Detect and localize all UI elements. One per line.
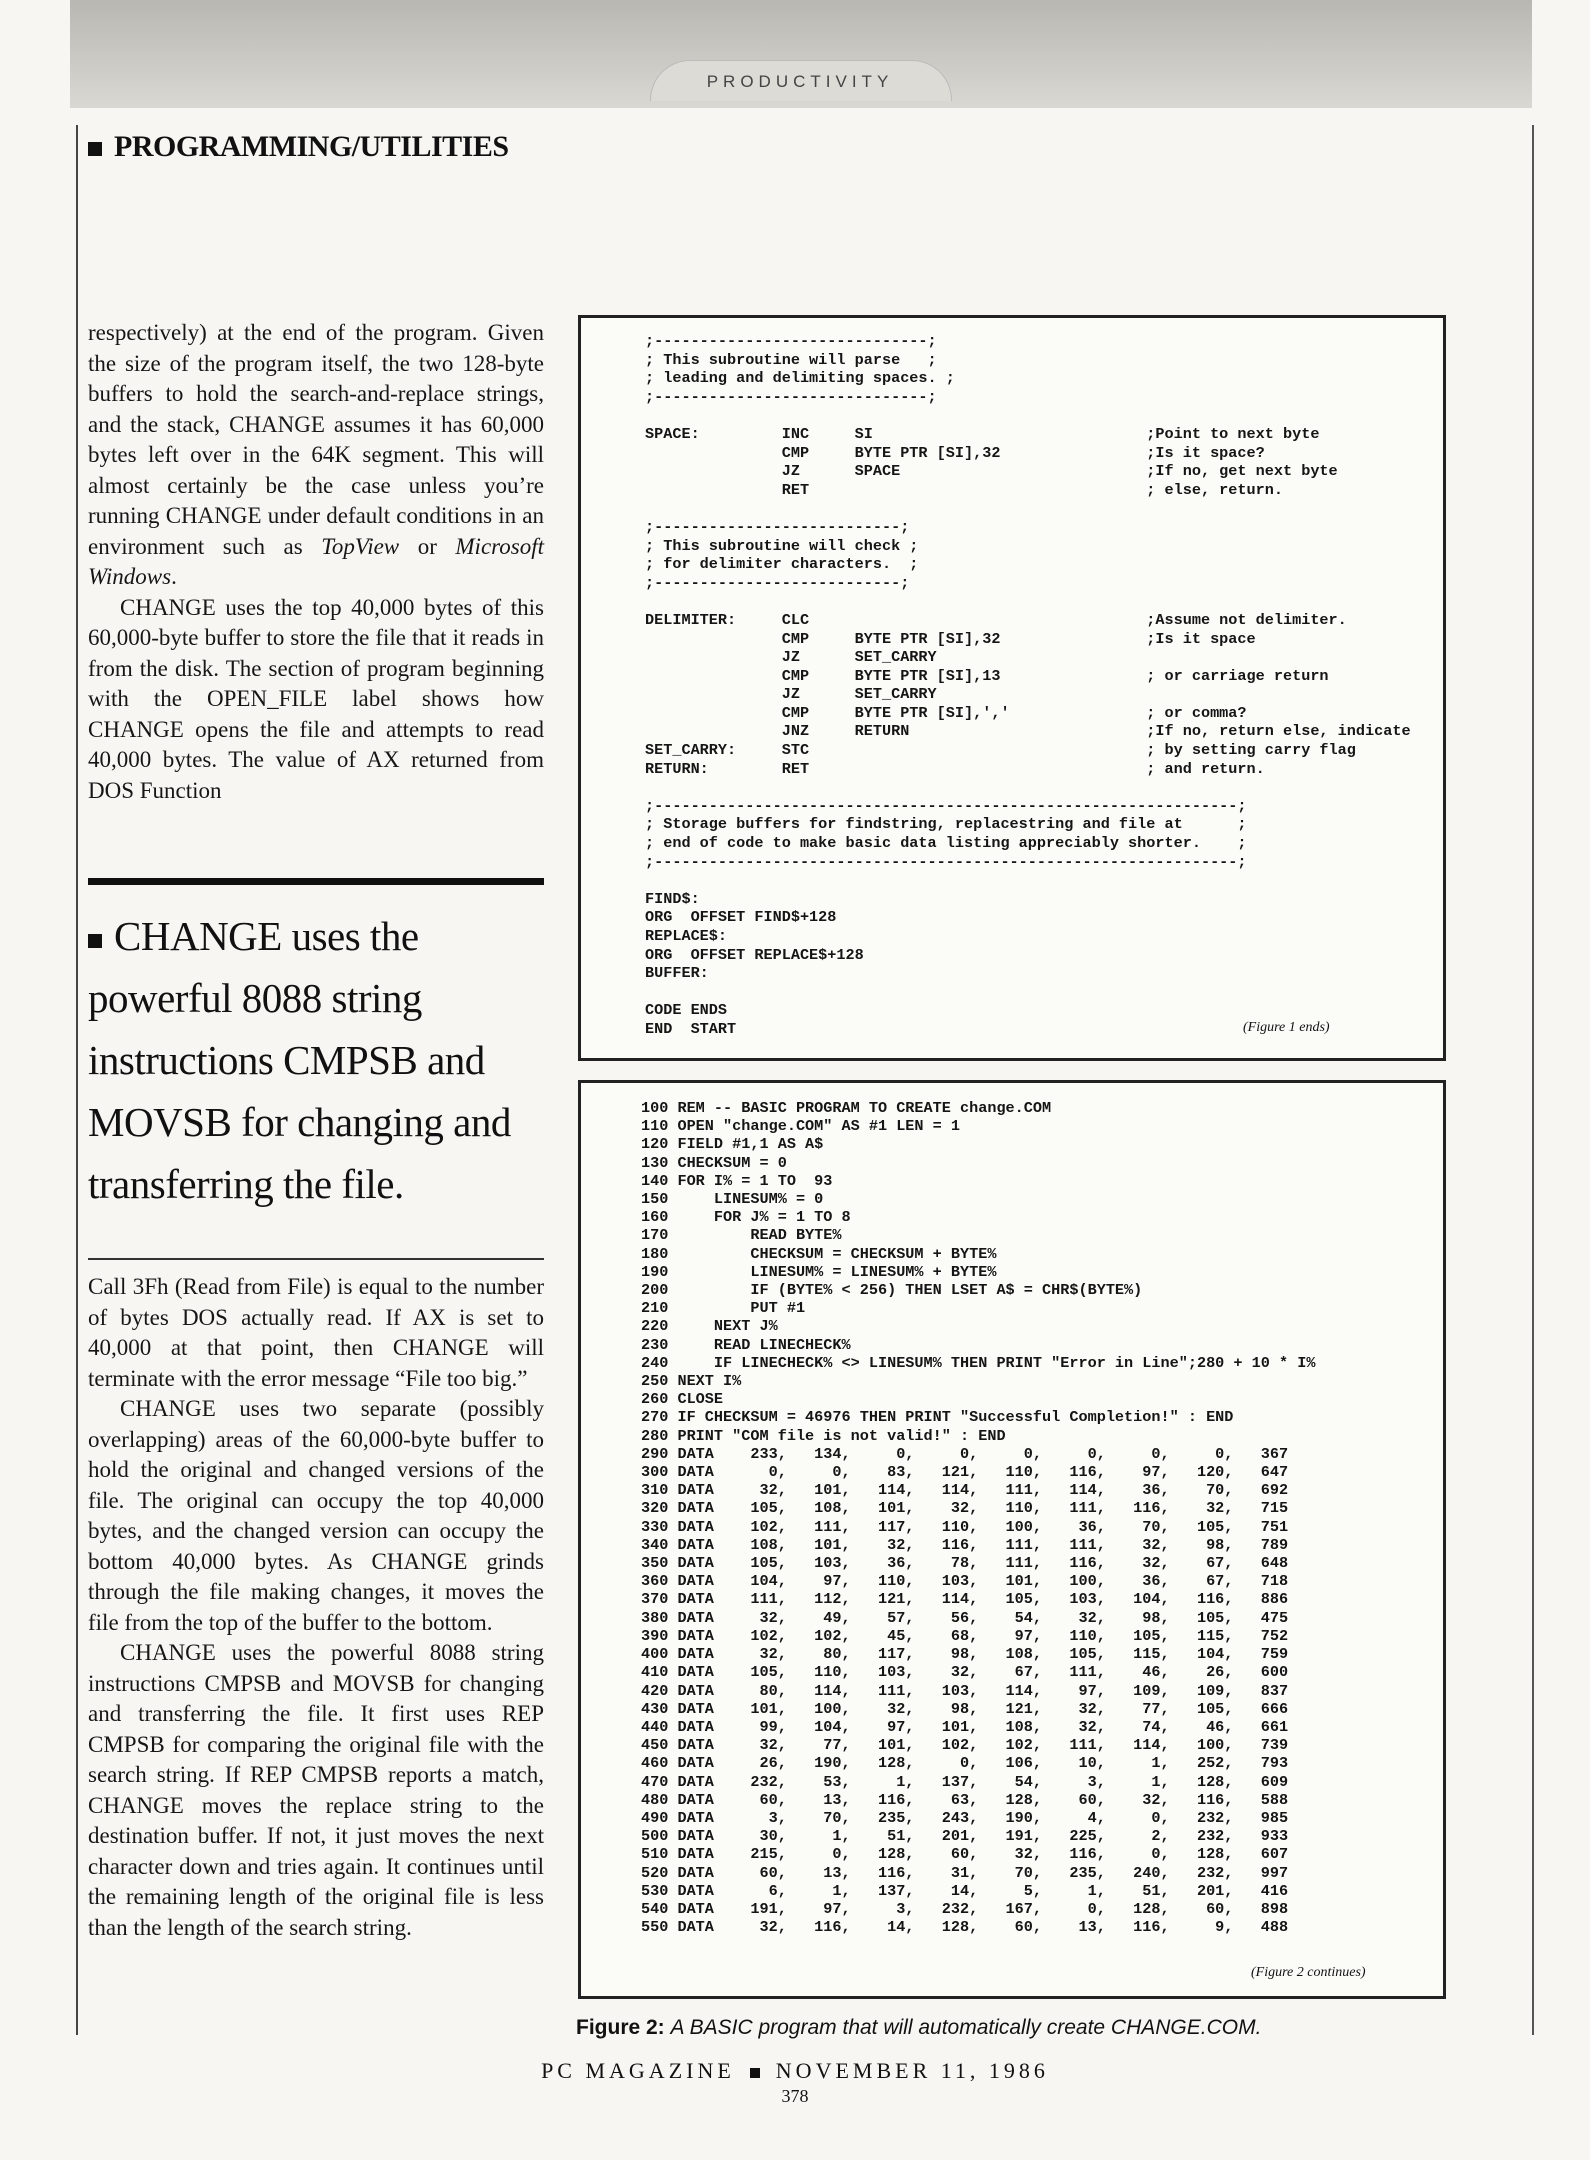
paragraph-3: Call 3Fh (Read from File) is equal to the number of bytes DOS actually read. If AX is set to 40,000 at that point, then CHANGE will terminate with the error message “File too big.” <box>88 1274 544 1391</box>
paragraph-5: CHANGE uses the powerful 8088 string instructions CMPSB and MOVSB for changing and transferring the file. It first uses REP CMPSB for comparing the original file with the search string. If REP CMPSB reports a match, CHANGE moves the replace string to the destination buffer. If not, it just moves the next character down and tries again. It continues until the remaining length of the original file is less than the length of the search string. <box>88 1640 544 1940</box>
right-border-rule <box>1532 125 1534 2035</box>
paragraph-1: respectively) at the end of the program. Given the size of the program itself, the two 128-byte buffers to hold the search-and-replace strings, and the stack, CHANGE assumes it has 60,000 bytes left over in the 64K segment. This will almost certainly be the case unless you’re running CHANGE under default conditions in an environment such as TopView or Microsoft Windows. <box>88 320 544 589</box>
pullquote-bottom-rule <box>88 1258 544 1260</box>
magazine-name: PC MAGAZINE <box>541 2058 735 2083</box>
category-heading <box>88 130 509 164</box>
article-column-top <box>88 318 544 806</box>
bullet-square-icon <box>88 142 102 156</box>
footer <box>0 2058 1590 2084</box>
figure-2-listing <box>578 1080 1446 1999</box>
paragraph-2: CHANGE uses the top 40,000 bytes of this 60,000-byte buffer to store the file that it reads in from the disk. The section of program beginning with the OPEN_FILE label shows how CHANGE opens the file and attempts to read 40,000 bytes. The value of AX returned from DOS Function <box>88 594 544 803</box>
paragraph-4: CHANGE uses two separate (possibly overlapping) areas of the 60,000-byte buffer to hold the original and changed versions of the file. The original can occupy the top 40,000 bytes, and the changed version can occupy the bottom 40,000 bytes. As CHANGE grinds through the file making changes, it moves the file from the top of the buffer to the bottom. <box>88 1396 544 1635</box>
left-border-rule <box>76 125 78 2035</box>
issue-date: NOVEMBER 11, 1986 <box>775 2058 1049 2083</box>
bullet-square-icon <box>88 934 102 948</box>
category-label: PROGRAMMING/UTILITIES <box>114 130 509 163</box>
figure-1-note: (Figure 1 ends) <box>1243 1020 1330 1035</box>
figure-2-caption: Figure 2: A BASIC program that will automatically create CHANGE.COM. <box>576 2016 1262 2039</box>
pullquote-top-bar <box>88 878 544 885</box>
page-number: 378 <box>781 2086 809 2106</box>
figure-2-note: (Figure 2 continues) <box>1251 1965 1366 1980</box>
bullet-square-icon <box>750 2068 760 2078</box>
article-column-bottom <box>88 1272 544 1943</box>
section-label: PRODUCTIVITY <box>706 72 894 91</box>
figure-1-code: ;------------------------------; ; This subroutine will parse ; ; leading and delimiting spaces. ; ;------------------------------; SPACE: INC SI ;Point to next byte CMP BYTE PTR [SI],32 ;Is it space? JZ SPACE ;If no, get next byte RET ; else, return. ;---------------------------; ; This subroutine will check ; ; for delimiter characters. ; ;---------------------------; DELIMITER: CLC ;Assume not delimiter. CMP BYTE PTR [SI],32 ;Is it space JZ SET_CARRY CMP BYTE PTR [SI],13 ; or carriage return JZ SET_CARRY CMP BYTE PTR [SI],',' ; or comma? JNZ RETURN ;If no, return else, indicate SET_CARRY: STC ; by setting carry flag RETURN: RET ; and return. ;----------------------------------------------------------------; ; Storage buffers for findstring, replacestring and file at ; ; end of code to make basic data listing appreciably shorter. ; ;----------------------------------------------------------------; FIND$: ORG OFFSET FIND$+128 REPLACE$: ORG OFFSET REPLACE$+128 BUFFER: CODE ENDS END START <box>645 332 1411 1038</box>
figure-2-code: 100 REM -- BASIC PROGRAM TO CREATE change.COM 110 OPEN "change.COM" AS #1 LEN = 1 120 FIELD #1,1 AS A$ 130 CHECKSUM = 0 140 FOR I% = 1 TO 93 150 LINESUM% = 0 160 FOR J% = 1 TO 8 170 READ BYTE% 180 CHECKSUM = CHECKSUM + BYTE% 190 LINESUM% = LINESUM% + BYTE% 200 IF (BYTE% < 256) THEN LSET A$ = CHR$(BYTE%) 210 PUT #1 220 NEXT J% 230 READ LINECHECK% 240 IF LINECHECK% <> LINESUM% THEN PRINT "Error in Line";280 + 10 * I% 250 NEXT I% 260 CLOSE 270 IF CHECKSUM = 46976 THEN PRINT "Successful Completion!" : END 280 PRINT "COM file is not valid!" : END 290 DATA 233, 134, 0, 0, 0, 0, 0, 0, 367 300 DATA 0, 0, 83, 121, 110, 116, 97, 120, 647 310 DATA 32, 101, 114, 114, 111, 114, 36, 70, 692 320 DATA 105, 108, 101, 32, 110, 111, 116, 32, 715 330 DATA 102, 111, 117, 110, 100, 36, 70, 105, 751 340 DATA 108, 101, 32, 116, 111, 111, 32, 98, 789 350 DATA 105, 103, 36, 78, 111, 116, 32, 67, 648 360 DATA 104, 97, 110, 103, 101, 100, 36, 67, 718 370 DATA 111, 112, 121, 114, 105, 103, 104, 116, 886 380 DATA 32, 49, 57, 56, 54, 32, 98, 105, 475 390 DATA 102, 102, 45, 68, 97, 110, 105, 115, 752 400 DATA 32, 80, 117, 98, 108, 105, 115, 104, 759 410 DATA 105, 110, 103, 32, 67, 111, 46, 26, 600 420 DATA 80, 114, 111, 103, 114, 97, 109, 109, 837 430 DATA 101, 100, 32, 98, 121, 32, 77, 105, 666 440 DATA 99, 104, 97, 101, 108, 32, 74, 46, 661 450 DATA 32, 77, 101, 102, 102, 111, 114, 100, 739 460 DATA 26, 190, 128, 0, 106, 10, 1, 252, 793 470 DATA 232, 53, 1, 137, 54, 3, 1, 128, 609 480 DATA 60, 13, 116, 63, 128, 60, 32, 116, 588 490 DATA 3, 70, 235, 243, 190, 4, 0, 232, 985 500 DATA 30, 1, 51, 201, 191, 225, 2, 232, 933 510 DATA 215, 0, 128, 60, 32, 116, 0, 128, 607 520 DATA 60, 13, 116, 31, 70, 235, 240, 232, 997 530 DATA 6, 1, 137, 14, 5, 1, 51, 201, 416 540 DATA 191, 97, 3, 232, 167, 0, 128, 60, 898 550 DATA 32, 116, 14, 128, 60, 13, 116, 9, 488 <box>641 1099 1316 1937</box>
pullquote-text: CHANGE uses the powerful 8088 string instructions CMPSB and MOVSB for changing and transferring the file. <box>88 913 511 1207</box>
pullquote <box>88 905 558 1215</box>
figure-1-listing <box>578 315 1446 1061</box>
